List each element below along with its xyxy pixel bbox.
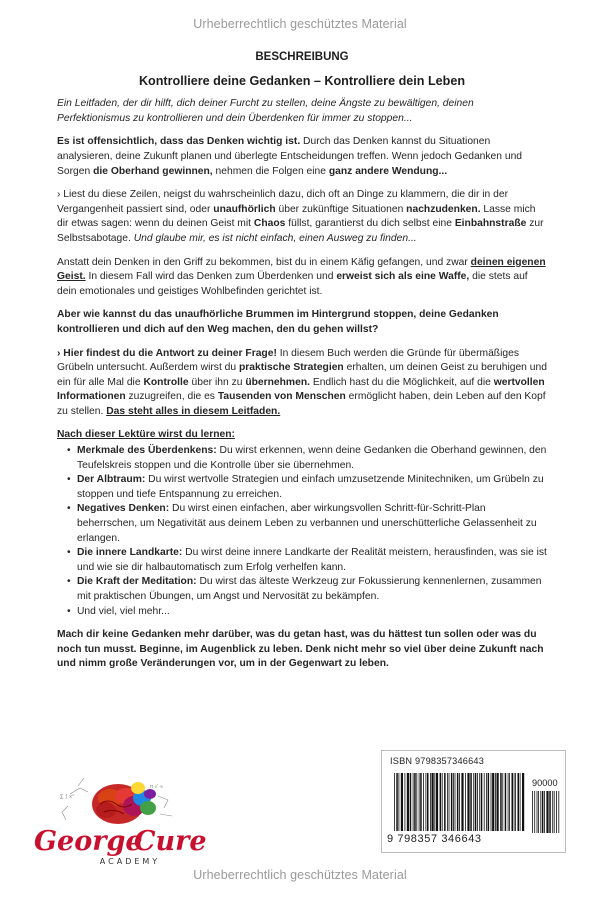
- p3-text-2: In diesem Fall wird das Denken zum Überdenken und: [85, 271, 337, 283]
- watermark-top: Urheberrechtlich geschütztes Material: [193, 17, 407, 31]
- brain-icon: [60, 778, 172, 824]
- p1-bold-1: Es ist offensichtlich, dass das Denken wichtig ist.: [57, 136, 301, 148]
- p5-text-6: ermöglicht haben, dein Leben auf den Kopf zu stellen.: [57, 391, 546, 417]
- p1-bold-3: ganz andere Wendung...: [328, 165, 448, 177]
- p5-bold-3: Kontrolle: [143, 376, 189, 388]
- barcode-panel: [381, 750, 566, 853]
- bullet-icon: •: [67, 576, 71, 588]
- p5-bold-1: › Hier findest du die Antwort zu deiner Frage!: [57, 347, 277, 359]
- bullet-icon: •: [67, 605, 71, 617]
- p2-italic-1: Und glaube mir, es ist nicht einfach, einen Ausweg zu finden...: [133, 232, 417, 244]
- intro-paragraph: Ein Leitfaden, der dir hilft, dich deiner Furcht zu stellen, deine Ängste zu bewältigen, deinen Perfektionismus zu kontrollieren und dein Überdenken für immer zu stoppen...: [57, 98, 474, 124]
- description-block: [57, 50, 547, 681]
- list-item-text: Du wirst deine innere Landkarte der Realität meistern, herausfinden, was sie ist und wie sie dir halbautomatisch zum Erfolg verhelfen kann.: [77, 547, 547, 573]
- question-paragraph: Aber wie kannst du das unaufhörliche Brummen im Hintergrund stoppen, deine Gedanken kontrollieren und dich auf den Weg machen, den du gehen willst?: [57, 309, 499, 335]
- p5-text-4: Endlich hast du die Möglichkeit, auf die: [309, 376, 494, 388]
- list-item-title: Merkmale des Überdenkens:: [77, 445, 217, 457]
- list-item-title: Die innere Landkarte:: [77, 547, 183, 559]
- list-item-text: Du wirst einen einfachen, aber wirkungsvollen Schritt-für-Schritt-Plan beherrschen, um Negativität aus deinem Leben zu verbannen und unerschütterliche Gelassenheit zu erlangen.: [77, 503, 537, 544]
- p5-bold-6: Tausenden von Menschen: [217, 391, 346, 403]
- list-item: [67, 502, 547, 546]
- p5-bold-5: wertvollen Informationen: [57, 376, 545, 403]
- list-item: [67, 473, 547, 502]
- list-item-text: Du wirst erkennen, wenn deine Gedanken die Oberhand gewinnen, den Teufelskreis stoppen und die Kontrolle über sie übernehmen.: [77, 445, 547, 471]
- p3-bold-1: erweist sich als eine Waffe,: [336, 271, 470, 283]
- p5-bold-2: praktische Strategien: [239, 362, 344, 374]
- subtitle: Kontrolliere deine Gedanken – Kontrolliere dein Leben: [138, 73, 466, 88]
- p3-text-3: die stets auf dein emotionales und geistiges Wohlbefinden gerichtet ist.: [57, 271, 528, 297]
- p1-text-2: nehmen die Folgen eine: [212, 165, 329, 177]
- price-code: 90000: [532, 778, 558, 788]
- p2-text-2: über zukünftige Situationen: [275, 203, 407, 215]
- p2-bold-1: unaufhörlich: [213, 203, 276, 215]
- bullet-icon: •: [67, 474, 71, 486]
- isbn-label: ISBN 9798357346643: [390, 756, 485, 766]
- p5-text-2: erhalten, um deinen Geist zu beruhigen und ein für alle Mal die: [57, 362, 547, 388]
- p2-text-3: Lasse mich dir etwas sagen: wenn du deinen Geist mit: [57, 203, 536, 230]
- list-item: [67, 444, 547, 473]
- list-item: [67, 546, 547, 575]
- bullet-icon: •: [67, 445, 71, 457]
- p2-bold-4: Einbahnstraße: [454, 218, 527, 230]
- list-item-text: Und viel, viel mehr...: [77, 605, 170, 617]
- learn-list-title: Nach dieser Lektüre wirst du lernen:: [57, 429, 235, 441]
- list-item-title: Der Albtraum:: [77, 474, 146, 486]
- learn-list: [57, 444, 547, 619]
- paragraph-3: [57, 256, 547, 300]
- barcode-main-icon: [394, 773, 526, 835]
- paragraph-2: [57, 188, 547, 246]
- p2-text-1: › Liest du diese Zeilen, neigst du wahrscheinlich dazu, dich oft an Dinge zu klammern, die dir in der Vergangenheit passiert sind, oder: [57, 189, 509, 215]
- list-item-title: Die Kraft der Meditation:: [77, 576, 197, 588]
- p5-text-1: In diesem Buch werden die Gründe für übermäßiges Grübeln untersucht. Außerdem wirst du: [57, 347, 519, 374]
- p2-text-4: füllst, garantierst du dich selbst eine: [285, 218, 455, 230]
- p1-text-1: Durch das Denken kannst du Situationen analysieren, deine Zukunft planen und überlegte Entscheidungen treffen. Wenn jedoch Gedanken und Sorgen: [57, 136, 523, 177]
- bullet-icon: •: [67, 547, 71, 559]
- svg-text:∑ ∫ x²: ∑ ∫ x²: [60, 794, 75, 800]
- closing-paragraph: Mach dir keine Gedanken mehr darüber, was du getan hast, was du hättest tun sollen oder was du noch tun musst. Beginne, im Augenblick zu leben. Denk nicht mehr so viel über deine Zukunft nach und nimm große Veränderungen vor, um in der Gegenwart zu leben.: [57, 629, 544, 670]
- p5-bold-4: übernehmen.: [245, 376, 310, 388]
- paragraph-1: [57, 135, 547, 179]
- p5-bold-underline-1: Das steht alles in diesem Leitfaden.: [106, 405, 281, 417]
- section-heading: BESCHREIBUNG: [255, 51, 349, 63]
- p3-bold-underline-1: deinen eigenen Geist.: [57, 256, 546, 283]
- bullet-icon: •: [67, 503, 71, 515]
- barcode-addon-icon: [532, 791, 560, 835]
- p5-text-3: über ihn zu: [188, 376, 246, 388]
- barcode-digits: 9 798357 346643: [387, 833, 482, 845]
- brand-tagline: ACADEMY: [99, 857, 161, 866]
- list-item: [67, 605, 547, 620]
- svg-text:π √ ∞: π √ ∞: [150, 784, 164, 790]
- brand-name-first: George: [34, 826, 143, 857]
- paragraph-5: [57, 347, 547, 420]
- p5-text-5: zuzugreifen, die es: [125, 391, 218, 403]
- brand-name-second: Cure: [134, 826, 207, 857]
- george-cure-academy-logo: [30, 766, 230, 876]
- p2-bold-2: nachzudenken.: [406, 203, 481, 215]
- list-item: [67, 575, 547, 604]
- p2-text-5: zur Selbstsabotage.: [57, 218, 544, 244]
- list-item-text: Du wirst wertvolle Strategien und einfach umzusetzende Minitechniken, um Grübeln zu stoppen und tiefe Entspannung zu erreichen.: [77, 474, 544, 500]
- watermark-bottom: Urheberrechtlich geschütztes Material: [193, 868, 407, 882]
- p1-bold-2: die Oberhand gewinnen,: [93, 165, 213, 177]
- p3-text-1: Anstatt dein Denken in den Griff zu bekommen, bist du in einem Käfig gefangen, und zwar: [57, 256, 471, 268]
- p2-bold-3: Chaos: [253, 218, 286, 230]
- list-item-text: Du wirst das älteste Werkzeug zur Fokussierung kennenlernen, zusammen mit praktischen Übungen, um Angst und Nervosität zu bekämpfen.: [77, 576, 542, 602]
- list-item-title: Negatives Denken:: [77, 503, 170, 515]
